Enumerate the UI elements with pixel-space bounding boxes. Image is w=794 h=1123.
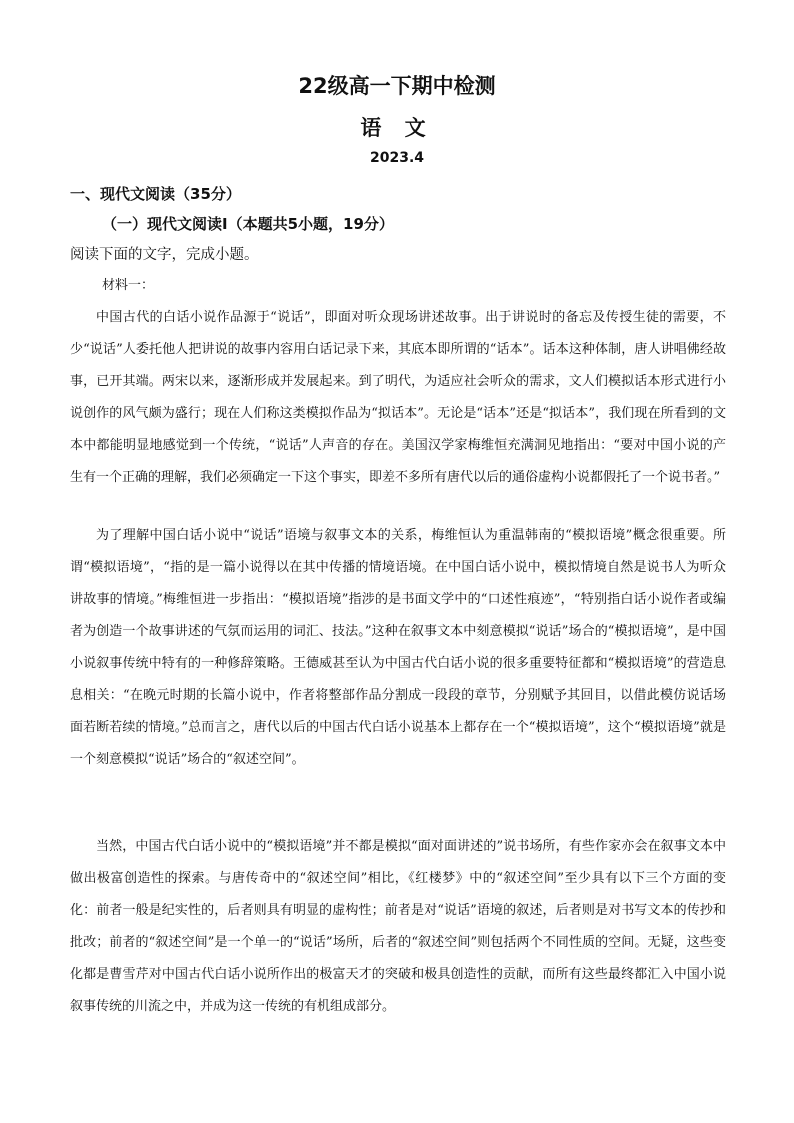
reading-instruction: 阅读下面的文字，完成小题。	[70, 247, 259, 263]
paragraph-3: 当然，中国古代白话小说中的“模拟语境”并不都是模拟“面对面讲述的”说书场所，有些作家亦会在叙事文本中做出极富创造性的探索。与唐传奇中的“叙述空间”相比，《红楼梦》中的“叙述空间”至少具有以下三个方面的变化：前者一般是纪实性的，后者则具有明显的虚构性；前者是对“说话”语境的叙述，后者则是对书写文本的传抄和批改；前者的“叙述空间”是一个单一的“说话”场所，后者的“叙述空间”则包括两个不同性质的空间。无疑，这些变化都是曹雪芹对中国古代白话小说所作出的极富天才的突破和极具创造性的贡献，而所有这些最终都汇入中国小说叙事传统的川流之中，并成为这一传统的有机组成部分。	[70, 839, 726, 1014]
section-heading: 一、现代文阅读（35分）	[70, 185, 241, 203]
subject-title: 语 文	[360, 116, 434, 140]
exam-title: 22级高一下期中检测	[298, 74, 496, 98]
exam-date: 2023.4	[369, 150, 425, 166]
paragraph-1: 中国古代的白话小说作品源于“说话”，即面对听众现场讲述故事。出于讲说时的备忘及传授生徒的需要，不少“说话”人委托他人把讲说的故事内容用白话记录下来，其底本即所谓的“话本”。话本这种体制，唐人讲唱佛经故事，已开其端。两宋以来，逐渐形成并发展起来。到了明代，为适应社会听众的需求，文人们模拟话本形式进行小说创作的风气颇为盛行；现在人们称这类模拟作品为“拟话本”。无论是“话本”还是“拟话本”，我们现在所看到的文本中都能明显地感觉到一个传统，“说话”人声音的存在。美国汉学家梅维恒充满洞见地指出：“要对中国小说的产生有一个正确的理解，我们必须确定一下这个事实，即差不多所有唐代以后的通俗虚构小说都假托了一个说书者。”	[70, 310, 726, 485]
subsection-heading: （一）现代文阅读Ⅰ（本题共5小题，19分）	[102, 215, 394, 233]
material-label: 材料一：	[102, 278, 155, 293]
paragraph-2: 为了理解中国白话小说中“说话”语境与叙事文本的关系，梅维恒认为重温韩南的“模拟语境”概念很重要。所谓“模拟语境”，“指的是一篇小说得以在其中传播的情境语境。在中国白话小说中，模拟情境自然是说书人为听众讲故事的情境。”梅维恒进一步指出：“模拟语境”指涉的是书面文学中的“口述性痕迹”，“特别指白话小说作者或编者为创造一个故事讲述的气氛而运用的词汇、技法。”这种在叙事文本中刻意模拟“说话”场合的“模拟语境”，是中国小说叙事传统中特有的一种修辞策略。王德威甚至认为中国古代白话小说的很多重要特征都和“模拟语境”的营造息息相关：“在晚元时期的长篇小说中，作者将整部作品分割成一段段的章节，分别赋予其回目，以借此模仿说话场面若断若续的情境。”总而言之，唐代以后的中国古代白话小说基本上都存在一个“模拟语境”，这个“模拟语境”就是一个刻意模拟“说话”场合的“叙述空间”。	[70, 528, 726, 767]
